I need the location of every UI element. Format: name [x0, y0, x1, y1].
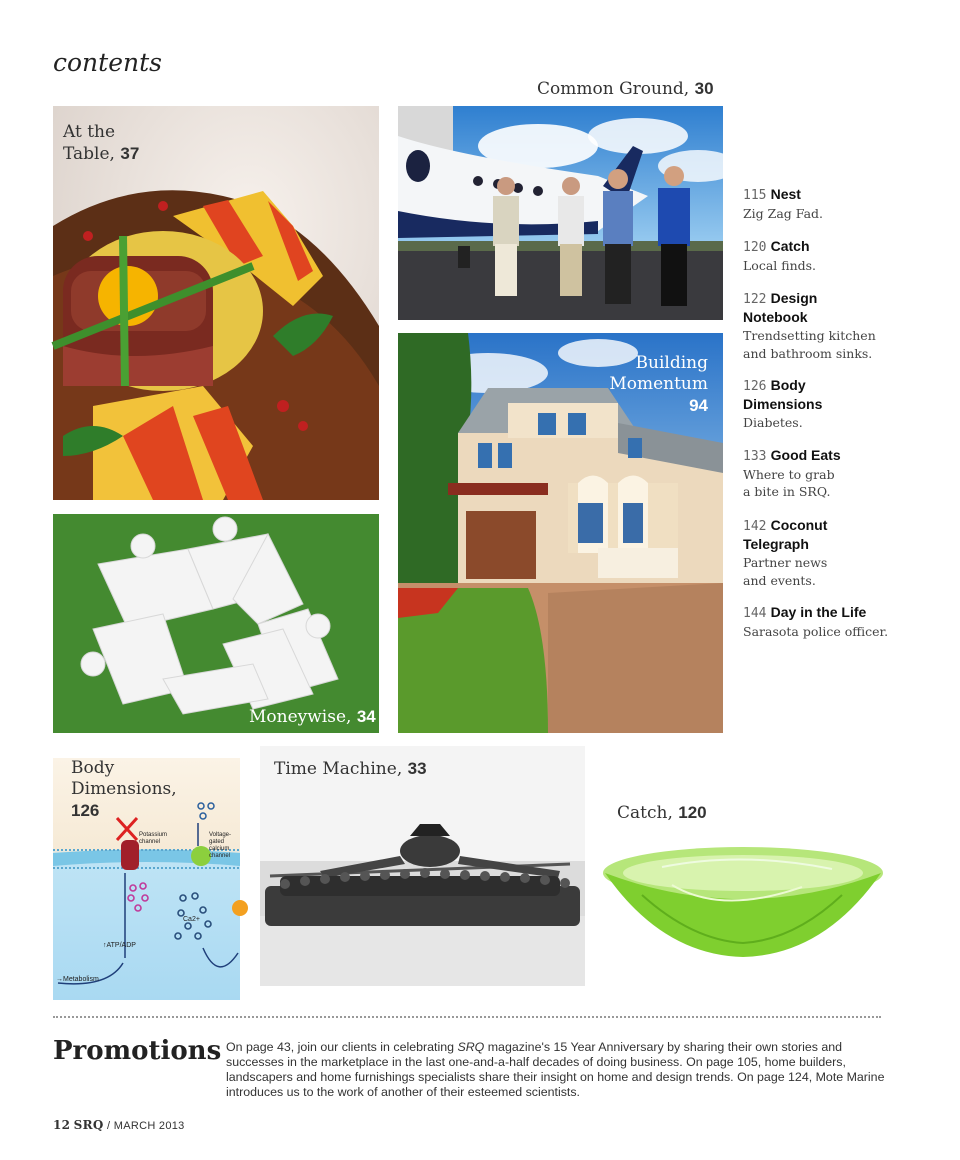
moneywise-photo[interactable]	[53, 514, 379, 733]
folio-page-number: 12	[53, 1118, 71, 1132]
promotions-title: Promotions	[53, 1036, 222, 1066]
contents-heading: contents	[53, 48, 162, 77]
calcium-channel-label: Voltage-gated calcium channel	[209, 832, 232, 859]
green-bowl-image[interactable]	[602, 845, 884, 960]
common-ground-photo[interactable]	[398, 106, 723, 320]
toc-item-design-notebook[interactable]: 122 Design Notebook Trendsetting kitchen and bathroom sinks.	[743, 290, 876, 361]
ca-label: Ca2+	[183, 916, 200, 923]
catch-caption: Catch, 120	[617, 803, 707, 823]
atp-label: ↑ATP/ADP	[103, 942, 136, 949]
common-ground-caption	[537, 78, 714, 100]
building-momentum-photo[interactable]	[398, 333, 723, 733]
building-momentum-caption: Building Momentum 94	[609, 353, 708, 415]
time-machine-caption: Time Machine, 33	[274, 759, 427, 779]
metabolism-label: →Metabolism	[56, 976, 99, 983]
potassium-channel-label: Potassium channel	[139, 832, 168, 845]
body-dimensions-page: 126	[71, 801, 100, 820]
toc-item-coconut-telegraph[interactable]: 142 Coconut Telegraph Partner news and events.	[743, 517, 828, 588]
catch-page: 120	[678, 803, 707, 822]
at-the-table-photo[interactable]	[53, 106, 379, 500]
folio-brand: SRQ	[73, 1118, 104, 1132]
moneywise-page: 34	[356, 707, 376, 726]
body-dimensions-caption: Body Dimensions, 126	[71, 758, 177, 820]
common-ground-page: 30	[694, 79, 714, 98]
folio-issue: / MARCH 2013	[107, 1120, 185, 1132]
common-ground-title: Common Ground,	[537, 79, 690, 99]
page-folio	[53, 1118, 185, 1132]
promotions-text: On page 43, join our clients in celebrating SRQ magazine's 15 Year Anniversary by sharing their own stories and successes in the marketplace in the last one-and-a-half decades of doing business. On page 105, home builders, landscapers and home furnishings specialists share their insight on home and design trends. On page 124, Mote Marine introduces us to the work of another of their esteemed scientists.	[226, 1040, 885, 1099]
building-momentum-page: 94	[689, 396, 708, 415]
toc-item-day-in-the-life[interactable]: 144 Day in the Life Sarasota police officer.	[743, 604, 889, 639]
toc-item-nest[interactable]: 115 Nest Zig Zag Fad.	[743, 186, 824, 221]
toc-item-body-dimensions[interactable]: 126 Body Dimensions Diabetes.	[743, 377, 823, 430]
at-the-table-page: 37	[120, 144, 140, 163]
toc-item-catch[interactable]: 120 Catch Local finds.	[743, 238, 817, 273]
at-the-table-caption: At the Table, 37	[63, 122, 140, 164]
moneywise-caption: Moneywise, 34	[249, 707, 376, 727]
promotions-divider	[53, 1016, 881, 1018]
body-dimensions-diagram[interactable]	[53, 758, 240, 1000]
time-machine-photo[interactable]	[260, 746, 585, 1000]
toc-item-good-eats[interactable]: 133 Good Eats Where to grab a bite in SRQ.	[743, 447, 841, 499]
time-machine-page: 33	[407, 759, 427, 778]
